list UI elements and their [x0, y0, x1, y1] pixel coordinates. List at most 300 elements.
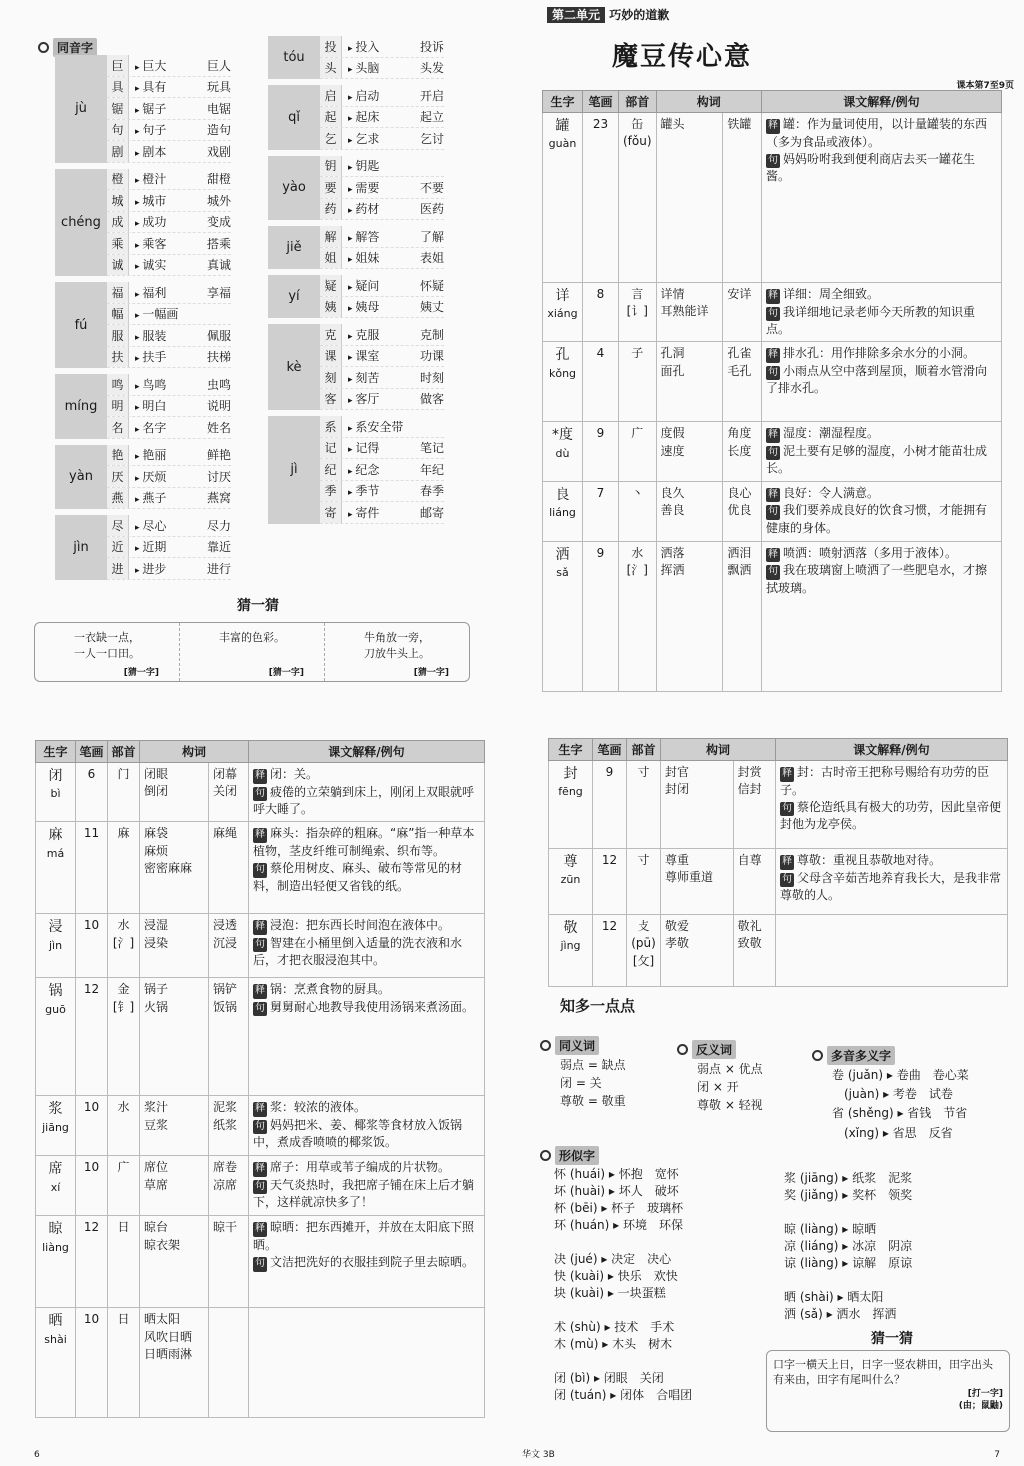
- char-glyph: *度: [552, 427, 573, 444]
- char-pinyin: bì: [50, 787, 61, 801]
- vocab-row: [543, 342, 1002, 422]
- explanation-text: 妈妈把米、姜、椰浆等食材放入饭锅中，煮成香喷喷的椰浆饭。: [253, 1117, 463, 1150]
- similar-item: 凉 (liáng) ▸ 冰凉 阴凉: [784, 1239, 913, 1254]
- table-header: 部首: [108, 741, 140, 763]
- similar-item: 快 (kuài) ▸ 快乐 欢快: [554, 1269, 678, 1284]
- homophone-row: [320, 58, 444, 80]
- homophone-pinyin: jìn: [55, 515, 107, 580]
- radical: 门: [108, 763, 140, 822]
- explanation: [249, 763, 485, 822]
- word-list-1: 晾台 晾衣架: [140, 1216, 209, 1308]
- homophone-word: ▸ 明白: [129, 397, 207, 414]
- stroke-count: 12: [76, 1216, 108, 1308]
- page-number: 6: [34, 1450, 40, 1460]
- example-tag: 句: [766, 446, 780, 461]
- explanation-text: 闭：关。: [270, 767, 319, 781]
- homophone-word-2: 说明: [207, 399, 232, 414]
- explanation-line: [780, 764, 1003, 799]
- char-glyph: 详: [555, 288, 570, 304]
- example-tag: 句: [766, 565, 780, 580]
- word-list-1: 洒落 挥洒: [656, 541, 723, 691]
- meaning-tag: 释: [766, 428, 780, 443]
- char-glyph: 锅: [48, 983, 63, 1000]
- homophone-pinyin: jiě: [268, 226, 320, 269]
- meaning-tag: 释: [253, 920, 267, 935]
- similar-item: 洒 (sǎ) ▸ 洒水 挥洒: [784, 1307, 897, 1322]
- vocab-row: [36, 914, 485, 978]
- unit-header: [547, 6, 669, 23]
- homophone-char: 近: [107, 537, 129, 558]
- homophone-word: ▸ 姨母: [342, 298, 420, 315]
- homophone-rows: [320, 275, 444, 318]
- char-glyph: 尊: [563, 854, 578, 870]
- explanation-text: 小雨点从空中落到屋顶，顺着水管滑向了排水孔。: [766, 363, 988, 396]
- word-list-2: 角度 长度: [723, 422, 762, 481]
- explanation: [249, 1308, 485, 1418]
- meaning-tag: 释: [766, 488, 780, 503]
- explanation-line: [780, 852, 1003, 870]
- similar-item: 决 (jué) ▸ 决定 决心: [554, 1252, 672, 1267]
- example-tag: 句: [780, 873, 794, 888]
- example-tag: 句: [253, 1002, 267, 1017]
- homophone-rows: [320, 324, 444, 410]
- homophone-word-2: 投诉: [420, 39, 445, 54]
- homophone-word-2: 电锯: [207, 101, 232, 116]
- homophone-row: [320, 107, 444, 129]
- homophone-char: 燕: [107, 488, 129, 509]
- riddle-hint: [打一字]: [967, 1388, 1003, 1399]
- homophone-word-2: 了解: [420, 229, 445, 244]
- homophone-rows: [107, 169, 231, 277]
- homophone-word-2: 邮寄: [420, 505, 445, 520]
- word-list-2: 晾干: [209, 1216, 249, 1308]
- homophone-word-2: 燕窝: [207, 491, 232, 506]
- radical: 寸: [627, 849, 661, 915]
- char-pinyin: shài: [44, 1332, 67, 1346]
- riddle-box: [766, 1350, 1010, 1432]
- explanation-text: 浆：较浓的液体。: [270, 1100, 367, 1115]
- homophone-block: [55, 374, 231, 439]
- explanation-text: 妈妈吩咐我到便利商店去买一罐花生酱。: [766, 151, 976, 184]
- similar-item: 环 (huán) ▸ 环境 环保: [554, 1218, 684, 1233]
- homophone-word: ▸ 城市: [129, 192, 207, 209]
- vocab-row: [36, 763, 485, 822]
- explanation: [249, 1156, 485, 1216]
- homophone-word-2: 变成: [207, 215, 232, 230]
- explanation-line: [253, 784, 480, 819]
- similar-item: 木 (mù) ▸ 木头 树木: [554, 1337, 673, 1352]
- homophone-word: ▸ 进步: [129, 560, 207, 577]
- homophone-row: [107, 515, 231, 537]
- radical: 水 [氵]: [619, 541, 657, 691]
- stroke-count: 12: [76, 978, 108, 1096]
- explanation-line: [766, 286, 997, 304]
- vocab-char: [36, 1156, 76, 1216]
- homophone-word: ▸ 课室: [342, 347, 420, 364]
- radical: 言 [讠]: [619, 283, 657, 342]
- synonym-item: 尊敬 = 敬重: [560, 1094, 626, 1108]
- radical: 日: [108, 1308, 140, 1418]
- homophone-word: ▸ 近期: [129, 538, 207, 555]
- word-list-2: 浸透 沉浸: [209, 914, 249, 978]
- homophone-word-2: 玩具: [207, 80, 232, 95]
- homophone-row: [107, 120, 231, 142]
- char-glyph: 洒: [555, 546, 570, 563]
- homophone-char: 城: [107, 190, 129, 211]
- explanation-line: [253, 1177, 480, 1212]
- antonyms-list: [697, 1060, 763, 1114]
- char-glyph: 晾: [48, 1221, 63, 1238]
- vocab-char: [549, 915, 593, 987]
- similar-item: 浆 (jiāng) ▸ 纸浆 泥浆: [784, 1171, 913, 1185]
- homophone-row: [320, 248, 444, 270]
- vocab-row: [36, 822, 485, 914]
- homophone-word-2: 造句: [207, 123, 232, 138]
- riddle-text: 一衣缺一点， 一人一口田。: [74, 631, 140, 660]
- homophone-block: [268, 226, 444, 269]
- vocab-char: [543, 481, 583, 541]
- char-pinyin: fēng: [558, 785, 583, 799]
- homophone-char: 福: [107, 282, 129, 303]
- homophone-char: 明: [107, 396, 129, 417]
- homophone-pinyin: fú: [55, 282, 107, 368]
- char-pinyin: sǎ: [556, 566, 569, 580]
- char-glyph: 闭: [48, 768, 63, 784]
- homophone-char: 名: [107, 417, 129, 438]
- vocab-row: [36, 1096, 485, 1156]
- word-list-1: 锅子 火锅: [140, 978, 209, 1096]
- homophone-char: 头: [320, 58, 342, 79]
- vocab-char: [543, 283, 583, 342]
- homophone-rows: [107, 55, 231, 163]
- meaning-tag: 释: [253, 1222, 267, 1237]
- example-tag: 句: [253, 1180, 267, 1195]
- word-list-1: 孔洞 面孔: [656, 342, 723, 422]
- explanation: [249, 978, 485, 1096]
- meaning-tag: 释: [253, 1102, 267, 1117]
- meaning-tag: 释: [253, 1162, 267, 1177]
- homophone-word: ▸ 诚实: [129, 256, 207, 273]
- similar-title: 形似字: [555, 1146, 599, 1165]
- vocab-row: [36, 1156, 485, 1216]
- homophone-char: 启: [320, 85, 342, 106]
- homophone-row: [107, 374, 231, 396]
- word-list-2: 自尊: [733, 849, 775, 915]
- homophone-char: 成: [107, 212, 129, 233]
- homophone-row: [107, 488, 231, 510]
- homophone-char: 进: [107, 558, 129, 579]
- table-header: 生字: [543, 91, 583, 113]
- homophone-char: 疑: [320, 275, 342, 296]
- riddle-item: [35, 623, 180, 681]
- homophone-char: 扶: [107, 347, 129, 368]
- vocab-row: [36, 978, 485, 1096]
- vocab-table: [542, 90, 1002, 692]
- riddle-box: [34, 622, 470, 682]
- explanation-text: 罐：作为量词使用，以计量罐装的东西（多为食品或液体）。: [766, 117, 988, 149]
- unit-label: 第二单元: [547, 7, 605, 23]
- word-list-1: 晒太阳 风吹日晒 日晒雨淋: [140, 1308, 209, 1418]
- word-list-1: 尊重 尊师重道: [661, 849, 734, 915]
- explanation: [762, 541, 1002, 691]
- table-header: 构词: [140, 741, 249, 763]
- radical: 日: [108, 1216, 140, 1308]
- example-tag: 句: [766, 307, 780, 322]
- homophone-block: [268, 275, 444, 318]
- homophone-block: [268, 416, 444, 524]
- table-header: 课文解释/例句: [776, 739, 1008, 761]
- word-list-2: 敬礼 致敬: [733, 915, 775, 987]
- homophone-row: [107, 233, 231, 255]
- char-glyph: 麻: [48, 827, 63, 844]
- radical: 麻: [108, 822, 140, 914]
- homophone-row: [107, 417, 231, 439]
- similar-item: 闭 (bì) ▸ 闭眼 关闭: [554, 1371, 664, 1386]
- homophone-word-2: 起立: [420, 110, 445, 125]
- table-header-row: [549, 739, 1008, 761]
- homophone-word-2: 城外: [207, 193, 232, 208]
- homophone-word-2: 搭乘: [207, 236, 232, 251]
- meaning-tag: 释: [253, 984, 267, 999]
- explanation: [762, 283, 1002, 342]
- polyphone-item: 省 (shěng) ▸ 省钱 节省: [832, 1106, 968, 1121]
- example-tag: 句: [253, 1120, 267, 1135]
- magnifier-icon: [677, 1044, 688, 1055]
- table-header: 笔画: [583, 91, 619, 113]
- similar-item: 谅 (liàng) ▸ 谅解 原谅: [784, 1256, 913, 1271]
- vocab-row: [549, 761, 1008, 849]
- polyphone-item: (xǐng) ▸ 省思 反省: [832, 1125, 953, 1140]
- homophone-word: ▸ 扶手: [129, 348, 207, 365]
- stroke-count: 7: [583, 481, 619, 541]
- example-tag: 句: [253, 1257, 267, 1272]
- homophone-word: ▸ 句子: [129, 121, 207, 138]
- homophone-word: ▸ 厌烦: [129, 468, 207, 485]
- homophone-row: [107, 141, 231, 163]
- explanation-text: 蔡伦用树皮、麻头、破布等常见的材料，制造出轻便又省钱的纸。: [253, 861, 463, 893]
- homophone-char: 诚: [107, 255, 129, 276]
- polyphone-title: 多音多义字: [827, 1046, 895, 1065]
- explanation-text: 我们要养成良好的饮食习惯，才能拥有健康的身体。: [766, 503, 988, 535]
- meaning-tag: 释: [766, 348, 780, 363]
- word-list-1: 麻袋 麻烦 密密麻麻: [140, 822, 209, 914]
- homophone-char: 寄: [320, 502, 342, 523]
- homophone-word: ▸ 解答: [342, 228, 420, 245]
- example-tag: 句: [253, 787, 267, 802]
- similar-item: [784, 1272, 912, 1289]
- word-list-2: 闭幕 关闭: [209, 763, 249, 822]
- char-glyph: 浸: [48, 919, 63, 936]
- homophone-row: [320, 297, 444, 319]
- explanation-text: 良好：令人满意。: [783, 485, 880, 500]
- homophone-word-2: 功课: [420, 349, 445, 364]
- magnifier-icon: [540, 1150, 551, 1161]
- riddle-title: 猜一猜: [237, 598, 279, 614]
- char-glyph: 封: [563, 766, 578, 782]
- riddle-text: 口字一横天上日，日字一竖农耕田，田字出头有来由，田字有尾叫什么？: [773, 1358, 993, 1387]
- word-list-2: 泥浆 纸浆: [209, 1096, 249, 1156]
- explanation: [762, 113, 1002, 283]
- explanation-line: [780, 870, 1003, 905]
- table-header: 部首: [619, 91, 657, 113]
- char-pinyin: zūn: [560, 873, 581, 887]
- homophone-char: 艳: [107, 445, 129, 466]
- explanation-line: [253, 1254, 480, 1272]
- explanation-text: 疲倦的立荣躺到床上，刚闭上双眼就呼呼大睡了。: [253, 784, 475, 816]
- radical: 广: [108, 1156, 140, 1216]
- explanation-text: 湿度：潮湿程度。: [783, 426, 880, 441]
- vocab-row: [543, 541, 1002, 691]
- word-list-1: 罐头: [656, 113, 723, 283]
- more-title: 知多一点点: [560, 997, 636, 1015]
- similar-list-right: [784, 1170, 912, 1323]
- vocab-row: [549, 849, 1008, 915]
- explanation-line: [766, 363, 997, 398]
- radical: 水: [108, 1096, 140, 1156]
- word-list-2: 安详: [723, 283, 762, 342]
- homophone-word: ▸ 橙汁: [129, 170, 207, 187]
- synonyms-title: 同义词: [555, 1036, 599, 1055]
- homophone-word: ▸ 启动: [342, 87, 420, 104]
- homophone-rows: [107, 445, 231, 510]
- homophone-word-2: 乞讨: [420, 131, 445, 146]
- vocab-char: [36, 978, 76, 1096]
- vocab-row: [36, 1216, 485, 1308]
- homophone-char: 系: [320, 416, 342, 437]
- page-number: 7: [994, 1450, 1000, 1460]
- homophone-row: [107, 282, 231, 304]
- example-tag: 句: [766, 505, 780, 520]
- explanation: [249, 822, 485, 914]
- riddle-hint: [猜一字]: [413, 668, 449, 678]
- homophone-word: ▸ 剧本: [129, 143, 207, 160]
- table-header-row: [36, 741, 485, 763]
- homophone-word: ▸ 疑问: [342, 277, 420, 294]
- antonym-item: 尊敬 × 轻视: [697, 1098, 763, 1112]
- char-pinyin: má: [46, 846, 65, 860]
- explanation-line: [253, 860, 480, 895]
- word-list-2: 铁罐: [723, 113, 762, 283]
- homophone-row: [107, 304, 231, 326]
- homophone-word: ▸ 药材: [342, 200, 420, 217]
- homophone-block: [268, 156, 444, 221]
- vocab-char: [36, 1308, 76, 1418]
- explanation-line: [253, 935, 480, 970]
- homophone-rows: [320, 226, 444, 269]
- homophone-block: [55, 169, 231, 277]
- homophone-pinyin: yào: [268, 156, 320, 221]
- homophone-row: [320, 156, 444, 178]
- example-tag: 句: [780, 802, 794, 817]
- stroke-count: 12: [593, 915, 627, 987]
- homophone-word: ▸ 姐妹: [342, 249, 420, 266]
- homophone-char: 记: [320, 438, 342, 459]
- word-list-2: 锅铲 饭锅: [209, 978, 249, 1096]
- explanation-line: [766, 562, 997, 597]
- explanation-line: [766, 485, 997, 503]
- homophone-row: [320, 226, 444, 248]
- homophone-word: ▸ 锯子: [129, 100, 207, 117]
- table-header: 课文解释/例句: [762, 91, 1002, 113]
- meaning-tag: 释: [780, 767, 794, 782]
- homophone-char: 橙: [107, 169, 129, 190]
- magnifier-icon: [38, 42, 49, 53]
- similar-item: [784, 1204, 912, 1221]
- char-pinyin: liáng: [549, 506, 576, 520]
- homophone-row: [107, 169, 231, 191]
- homophone-rows: [107, 282, 231, 368]
- page-reference: 课本第7至9页: [956, 81, 1014, 91]
- similar-item: [554, 1353, 692, 1370]
- explanation: [249, 914, 485, 978]
- explanation-line: [766, 443, 997, 478]
- table-header: 部首: [627, 739, 661, 761]
- homophone-char: 药: [320, 199, 342, 220]
- homophone-word-2: 春季: [420, 484, 445, 499]
- homophone-row: [107, 445, 231, 467]
- homophone-block: [268, 85, 444, 150]
- explanation: [762, 422, 1002, 481]
- antonyms-heading: [677, 1040, 736, 1059]
- page-lesson-vocab: [512, 0, 1024, 700]
- homophone-pinyin: jù: [55, 55, 107, 163]
- homophone-word-2: 不要: [420, 180, 445, 195]
- homophone-row: [320, 416, 444, 438]
- homophone-row: [320, 85, 444, 107]
- homophone-word: ▸ 起床: [342, 108, 420, 125]
- meaning-tag: 释: [780, 855, 794, 870]
- char-pinyin: jìng: [560, 939, 581, 953]
- explanation-line: [253, 1117, 480, 1152]
- vocab-table: [35, 740, 485, 1418]
- homophone-word: ▸ 名字: [129, 419, 207, 436]
- explanation-text: 泥土要有足够的湿度，小树才能苗壮成长。: [766, 443, 988, 476]
- explanation-line: [253, 999, 480, 1017]
- explanation-text: 舅舅耐心地教导我使用汤锅来煮汤面。: [270, 999, 475, 1014]
- vocab-table: [548, 738, 1008, 987]
- homophone-word: ▸ 乞求: [342, 130, 420, 147]
- riddle-item: [180, 623, 325, 681]
- char-glyph: 良: [555, 486, 570, 503]
- homophone-pinyin: yàn: [55, 445, 107, 510]
- homophone-char: 课: [320, 346, 342, 367]
- homophone-char: 要: [320, 177, 342, 198]
- explanation: [762, 481, 1002, 541]
- homophone-word-2: 姓名: [207, 420, 232, 435]
- homophone-row: [320, 389, 444, 411]
- vocab-char: [549, 761, 593, 849]
- homophone-row: [320, 199, 444, 221]
- homophone-word-2: 克制: [420, 327, 445, 342]
- antonyms-title: 反义词: [692, 1040, 736, 1059]
- homophone-row: [320, 367, 444, 389]
- homophone-word: ▸ 克服: [342, 326, 420, 343]
- explanation: [249, 1096, 485, 1156]
- explanation-line: [253, 917, 480, 935]
- riddle-hint: [猜一字]: [123, 668, 159, 678]
- stroke-count: 10: [76, 1156, 108, 1216]
- stroke-count: 6: [76, 763, 108, 822]
- antonym-item: 闭 × 开: [697, 1080, 739, 1094]
- homophone-word: ▸ 巨大: [129, 57, 207, 74]
- homophone-block: [55, 445, 231, 510]
- radical: 水 [氵]: [108, 914, 140, 978]
- homophone-word-2: 享福: [207, 285, 232, 300]
- stroke-count: 10: [76, 914, 108, 978]
- explanation-text: 席子：用草或苇子编成的片状物。: [270, 1160, 451, 1175]
- riddle-hint: [猜一字]: [268, 668, 304, 678]
- homophone-word-2: 巨人: [207, 58, 232, 73]
